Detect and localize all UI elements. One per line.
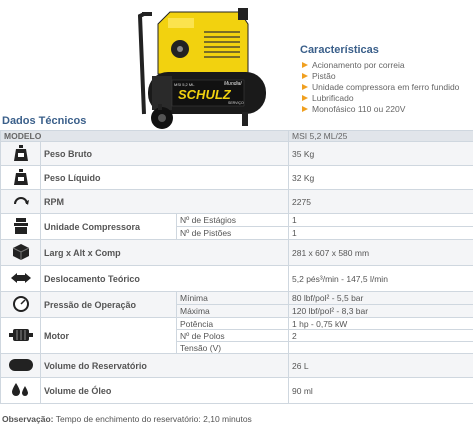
spec-value: 35 Kg (289, 142, 473, 166)
spec-value: 120 lbf/pol² - 8,3 bar (289, 305, 473, 318)
arrow-bullet-icon (302, 106, 308, 112)
displacement-icon (1, 266, 41, 292)
arrow-bullet-icon (302, 95, 308, 101)
oil-drop-icon (1, 378, 41, 404)
spec-label: Motor (41, 318, 177, 354)
table-row (1, 378, 473, 404)
specs-title: Dados Técnicos (2, 115, 87, 127)
table-row (1, 292, 473, 305)
spec-label: Peso Bruto (41, 142, 289, 166)
spec-sublabel: Nº de Estágios (177, 214, 289, 227)
spec-value: 1 (289, 227, 473, 240)
table-row (1, 240, 473, 266)
feature-item: Lubrificado (300, 93, 470, 104)
badge-line: Mundial (224, 81, 242, 87)
spec-label: Volume de Óleo (41, 378, 289, 404)
observation-text: Tempo de enchimento do reservatório: 2,10 minutos (55, 414, 252, 424)
table-row (1, 142, 473, 166)
compressor-unit-icon (1, 214, 41, 240)
observation-label: Observação: (2, 414, 54, 424)
arrow-bullet-icon (302, 62, 308, 68)
dimensions-icon (1, 240, 41, 266)
features-title: Características (300, 44, 379, 56)
weight-gross-icon (1, 142, 41, 166)
motor-icon (1, 318, 41, 354)
spec-value: 32 Kg (289, 166, 473, 190)
spec-value: 2275 (289, 190, 473, 214)
badge-brand: SCHULZ (178, 87, 231, 102)
spec-label: Volume do Reservatório (41, 354, 289, 378)
specs-header-row (1, 131, 473, 142)
table-row (1, 190, 473, 214)
spec-sublabel: Nº de Polos (177, 330, 289, 342)
badge-sub: SERVIÇO (228, 101, 244, 105)
spec-value: 5,2 pés³/min - 147,5 l/min (289, 266, 473, 292)
specs-table (0, 130, 473, 404)
tank-icon (1, 354, 41, 378)
spec-value: 2 (289, 330, 473, 342)
rpm-icon (1, 190, 41, 214)
arrow-bullet-icon (302, 73, 308, 79)
spec-sublabel: Mínima (177, 292, 289, 305)
spec-value: 26 L (289, 354, 473, 378)
spec-sublabel: Tensão (V) (177, 342, 289, 354)
spec-value: 1 hp - 0,75 kW (289, 318, 473, 330)
spec-value (289, 342, 473, 354)
spec-sublabel: Nº de Pistões (177, 227, 289, 240)
spec-value: 281 x 607 x 580 mm (289, 240, 473, 266)
compressor-product-image (130, 4, 270, 134)
model-value: MSI 5,2 ML/25 (289, 131, 473, 142)
table-row (1, 318, 473, 330)
feature-item: Acionamento por correia (300, 60, 470, 71)
feature-item: Monofásico 110 ou 220V (300, 104, 470, 115)
arrow-bullet-icon (302, 84, 308, 90)
table-row (1, 266, 473, 292)
table-row (1, 166, 473, 190)
spec-label: Larg x Alt x Comp (41, 240, 289, 266)
features-panel (300, 44, 470, 115)
pressure-gauge-icon (1, 292, 41, 318)
table-row (1, 354, 473, 378)
feature-item: Pistão (300, 71, 470, 82)
spec-label: Pressão de Operação (41, 292, 177, 318)
spec-label: Unidade Compressora (41, 214, 177, 240)
feature-item: Unidade compressora em ferro fundido (300, 82, 470, 93)
spec-sublabel: Máxima (177, 305, 289, 318)
spec-sublabel: Potência (177, 318, 289, 330)
badge-model: MSI 5,2 ML (174, 82, 195, 87)
observation-note (2, 414, 252, 424)
table-row (1, 214, 473, 227)
spec-value: 1 (289, 214, 473, 227)
features-list (300, 60, 470, 115)
spec-label: Deslocamento Teórico (41, 266, 289, 292)
spec-value: 90 ml (289, 378, 473, 404)
model-label: MODELO (1, 131, 289, 142)
spec-label: Peso Líquido (41, 166, 289, 190)
weight-net-icon (1, 166, 41, 190)
spec-label: RPM (41, 190, 289, 214)
spec-value: 80 lbf/pol² - 5,5 bar (289, 292, 473, 305)
